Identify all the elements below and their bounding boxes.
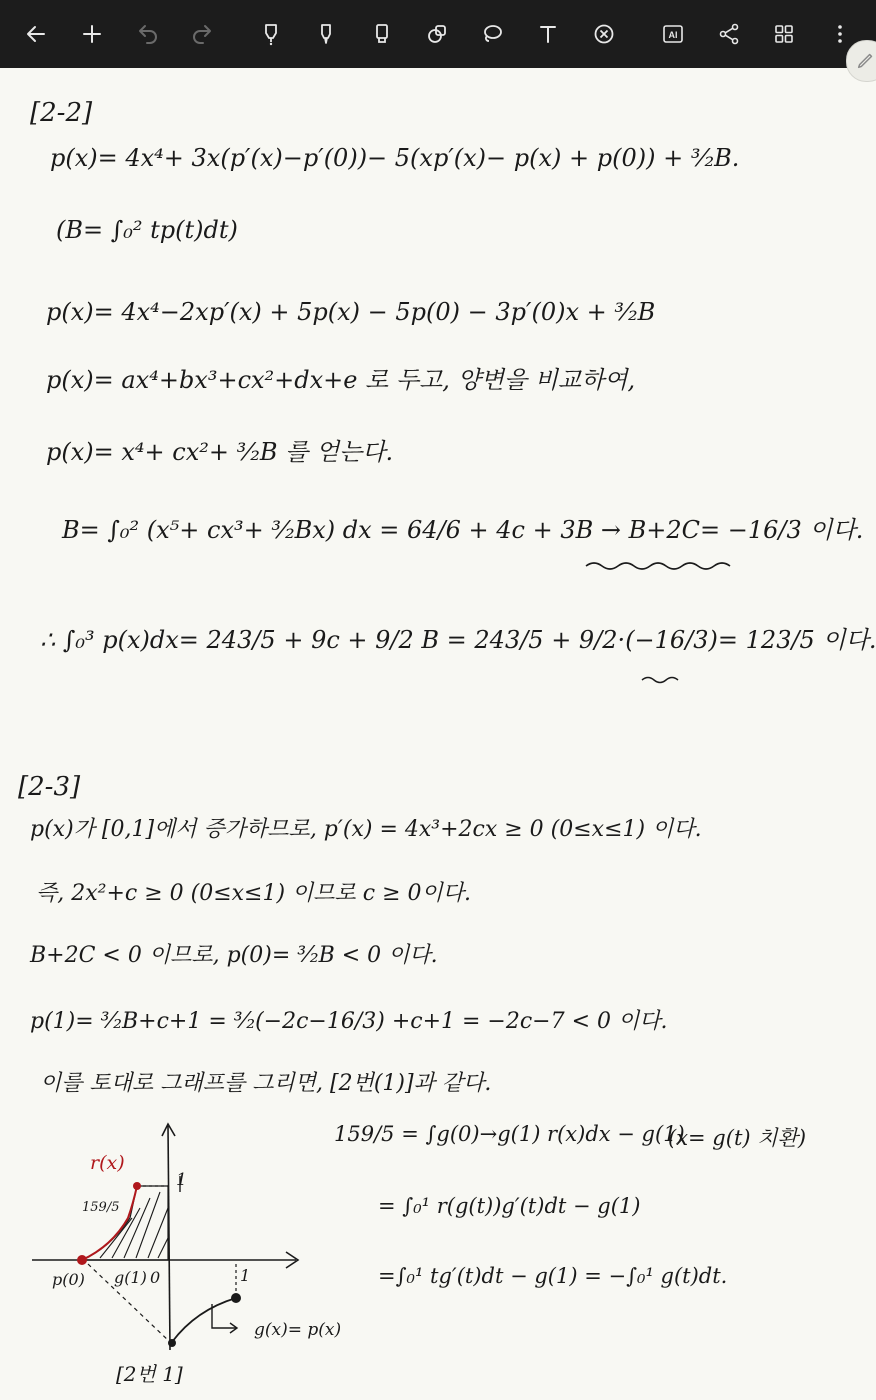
graph-one-label: 1: [176, 1170, 187, 1190]
ai-assist-icon[interactable]: [653, 14, 693, 54]
highlighter-icon[interactable]: [362, 14, 402, 54]
equation-line: p(1)= ³⁄₂B+c+1 = ³⁄₂(−2c−16/3) +c+1 = −2c−7 < 0 이다.: [30, 1009, 668, 1034]
graph-g-label: g(x)= p(x): [254, 1320, 342, 1340]
eraser-icon[interactable]: [584, 14, 624, 54]
graph-p0-label: p(0): [52, 1270, 85, 1289]
equation-line: 이를 토대로 그래프를 그리면, [2번(1)]과 같다.: [40, 1071, 492, 1096]
equation-line: p(x)= 4x⁴−2xp′(x) + 5p(x) − 5p(0) − 3p′(0)x + ³⁄₂B: [46, 298, 656, 326]
equation-line: (B= ∫₀² tp(t)dt): [56, 216, 238, 244]
graph-caption: [2번 1]: [116, 1362, 183, 1386]
equation-note: (x= g(t) 치환): [668, 1126, 807, 1150]
shapes-icon[interactable]: [417, 14, 457, 54]
graph-g1-label: g(1): [114, 1268, 147, 1287]
section-title-2-3: [2-3]: [18, 772, 81, 802]
lasso-icon[interactable]: [472, 14, 512, 54]
graph-zero-label: 0: [150, 1268, 161, 1287]
ink-annotations: [0, 68, 876, 1400]
equation-line: p(x)가 [0,1]에서 증가하므로, p′(x) = 4x³+2cx ≥ 0 (0≤x≤1) 이다.: [30, 817, 702, 842]
equation-line: 159/5 = ∫g(0)→g(1) r(x)dx − g(1): [334, 1122, 685, 1146]
fountain-pen-icon[interactable]: [251, 14, 291, 54]
equation-line: B+2C < 0 이므로, p(0)= ³⁄₂B < 0 이다.: [30, 943, 438, 968]
section-title-2-2: [2-2]: [30, 98, 93, 128]
grid-view-icon[interactable]: [764, 14, 804, 54]
graph-xone-label: 1: [240, 1266, 251, 1285]
redo-icon[interactable]: [182, 14, 222, 54]
equation-line: B= ∫₀² (x⁵+ cx³+ ³⁄₂Bx) dx = 64/6 + 4c + 3B → B+2C= −16/3 이다.: [62, 516, 864, 544]
text-icon[interactable]: [528, 14, 568, 54]
equation-line: = ∫₀¹ r(g(t))g′(t)dt − g(1): [378, 1194, 641, 1218]
equation-line: p(x)= 4x⁴+ 3x(p′(x)−p′(0))− 5(xp′(x)− p(x) + p(0)) + ³⁄₂B.: [50, 144, 740, 172]
ai-label: AI: [668, 30, 678, 40]
equation-line: ∴ ∫₀³ p(x)dx= 243/5 + 9c + 9/2 B = 243/5 + 9/2·(−16/3)= 123/5 이다.: [40, 626, 876, 654]
wavy-underline: [642, 678, 678, 683]
wavy-underline: [586, 563, 730, 569]
equation-line: p(x)= ax⁴+bx³+cx²+dx+e 로 두고, 양변을 비교하여,: [46, 366, 636, 394]
undo-icon[interactable]: [128, 14, 168, 54]
add-icon[interactable]: [72, 14, 112, 54]
brush-pen-icon[interactable]: [306, 14, 346, 54]
equation-line: p(x)= x⁴+ cx²+ ³⁄₂B 를 얻는다.: [46, 438, 394, 466]
equation-line: =∫₀¹ tg′(t)dt − g(1) = −∫₀¹ g(t)dt.: [378, 1264, 728, 1288]
back-icon[interactable]: [16, 14, 56, 54]
share-icon[interactable]: [709, 14, 749, 54]
top-toolbar: [0, 0, 876, 68]
equation-line: 즉, 2x²+c ≥ 0 (0≤x≤1) 이므로 c ≥ 0이다.: [36, 881, 472, 906]
graph-r-label: r(x): [90, 1152, 125, 1174]
note-canvas[interactable]: [0, 68, 876, 1400]
graph-area-label: 159/5: [82, 1200, 120, 1215]
sketch-graph: [32, 1124, 298, 1350]
